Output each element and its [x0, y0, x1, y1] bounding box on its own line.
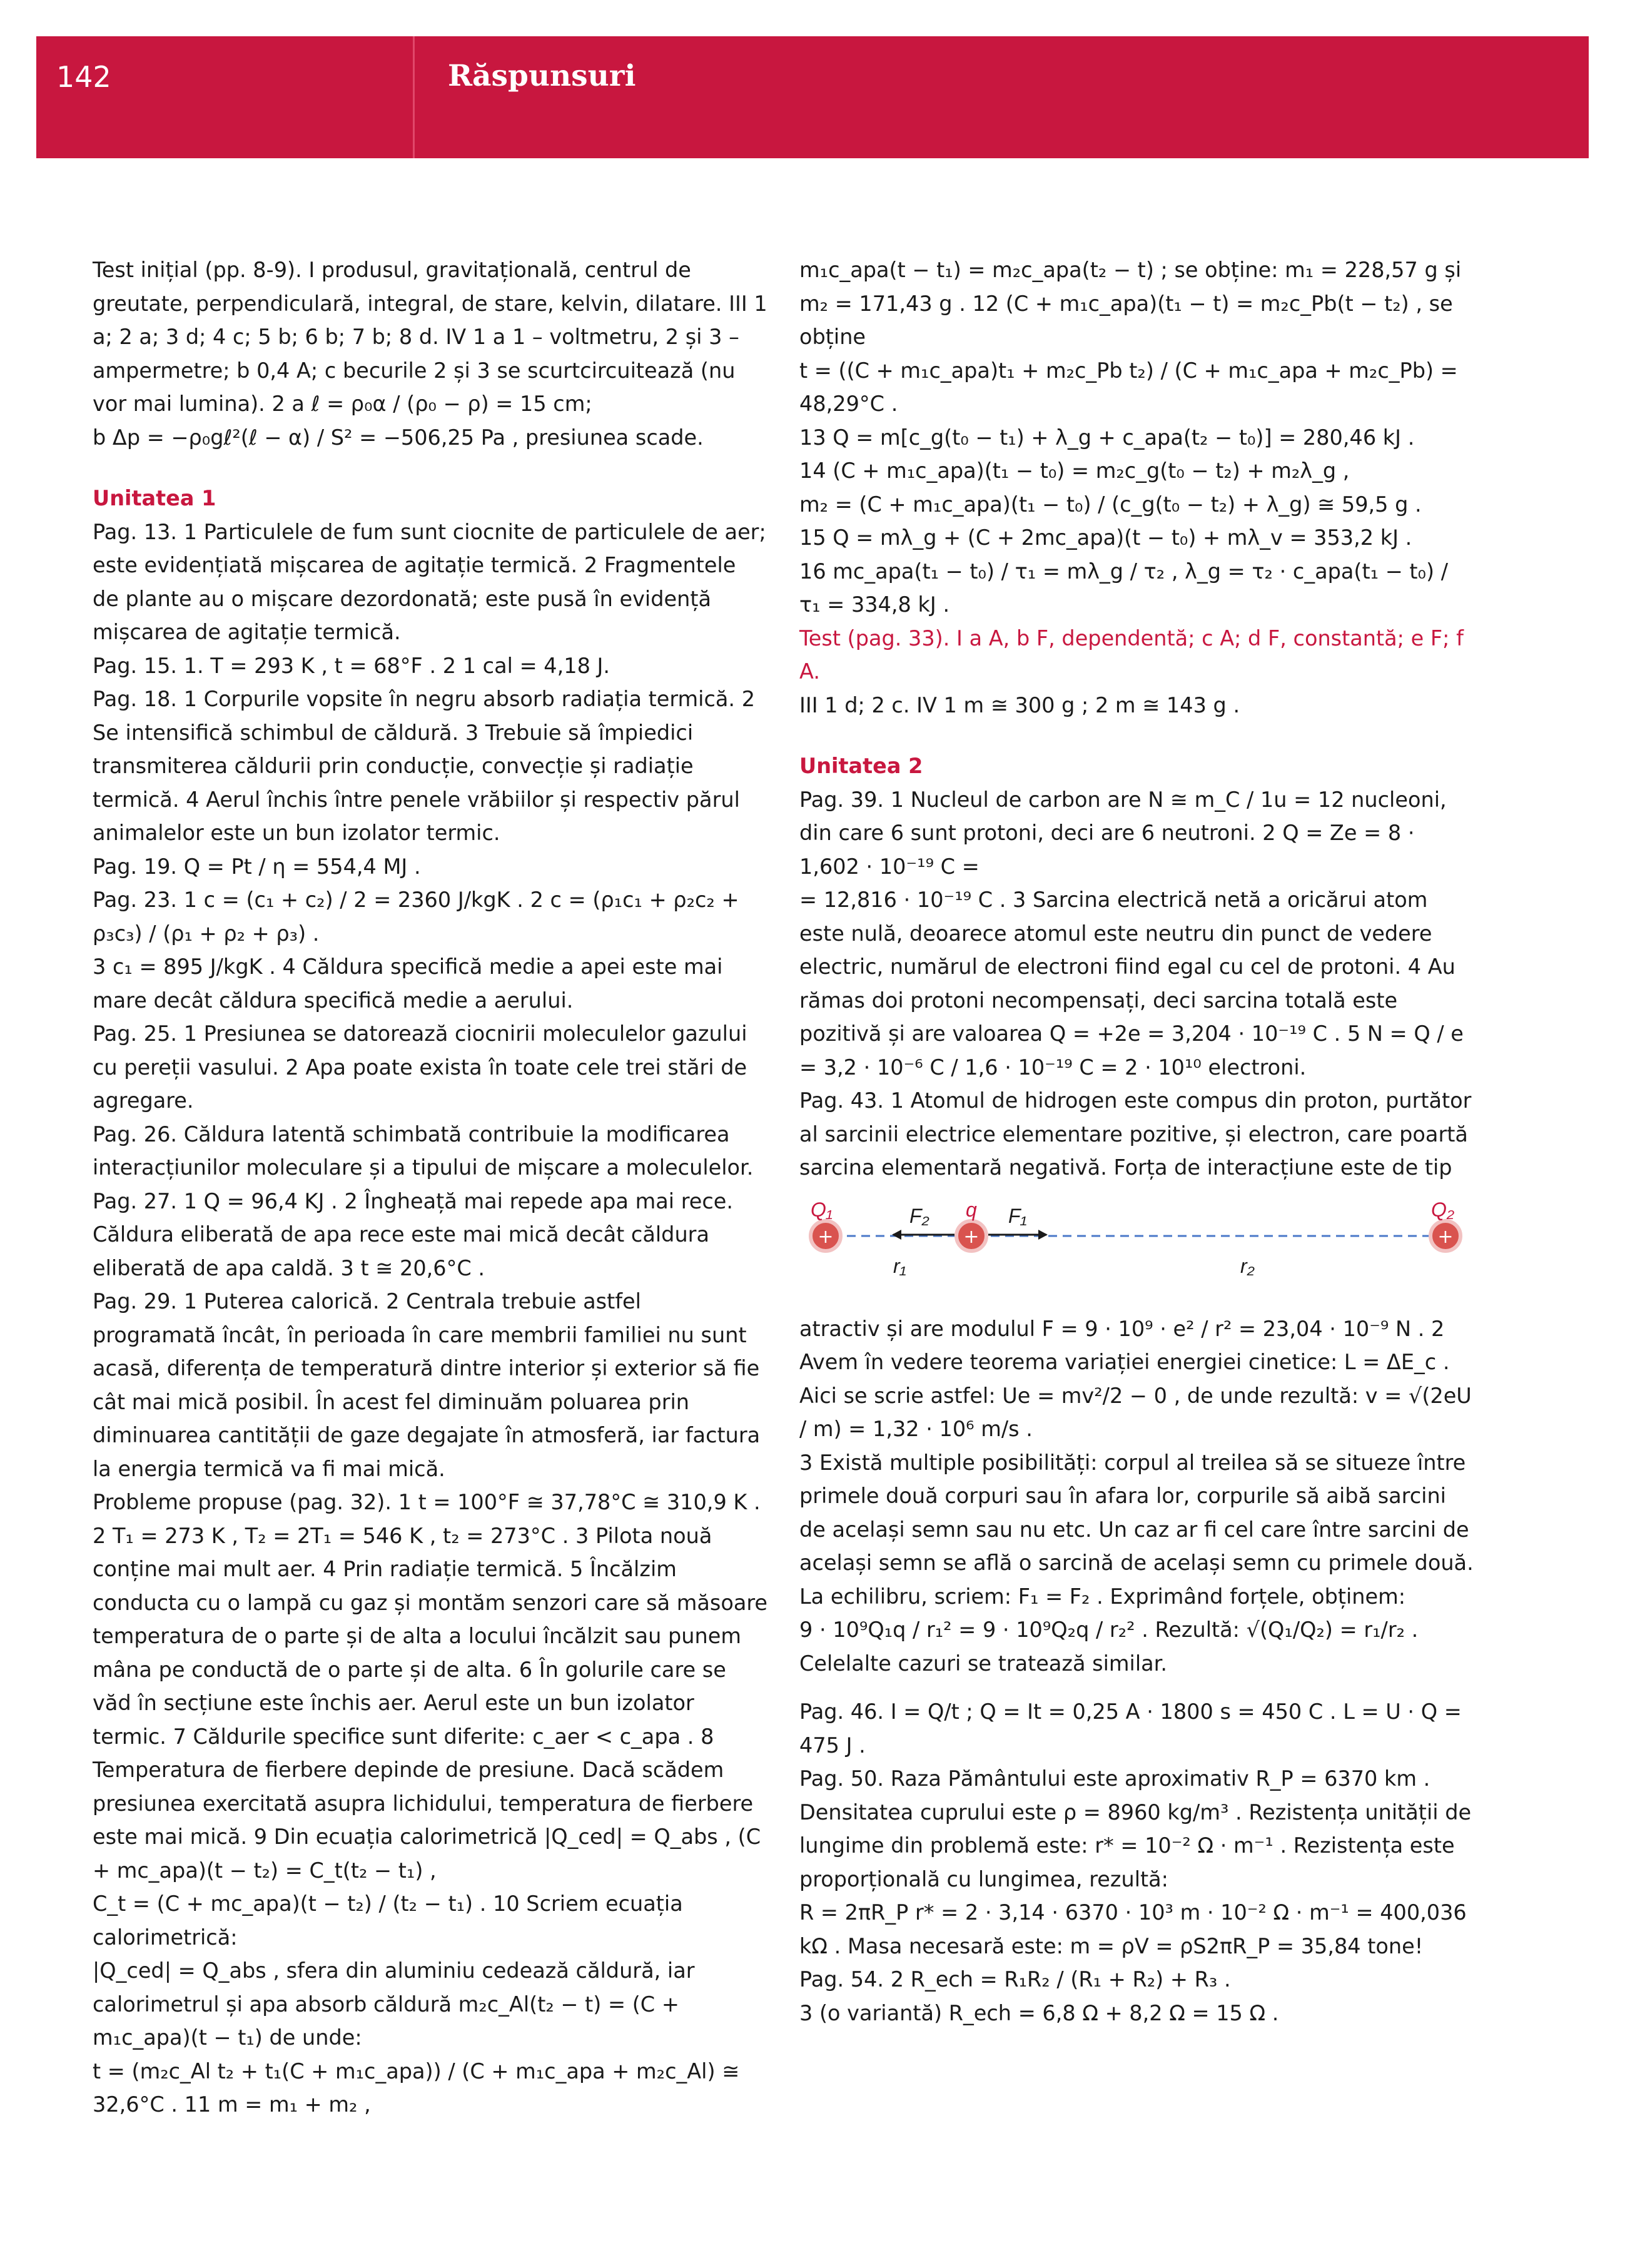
page-43-answers-d: 9 · 10⁹Q₁q / r₁² = 9 · 10⁹Q₂q / r₂² . Rezultă: √(Q₁/Q₂) = r₁/r₂ . Celelalte cazuri se tratează similar. [799, 1617, 1419, 1676]
svg-text:+: + [1437, 1225, 1454, 1248]
problem-15-answer: 15 Q = mλ_g + (C + 2mc_apa)(t − t₀) + mλ_v = 353,2 kJ . [799, 525, 1412, 550]
label-r1: r₁ [893, 1254, 906, 1277]
proposed-problems-answers: Probleme propuse (pag. 32). 1 t = 100°F ≅ 37,78°C ≅ 310,9 K . 2 T₁ = 273 K , T₂ = 2T₁ = 546 K , t₂ = 273°C . 3 Pilota nouă conține mai mult aer. 4 Prin radiație termică. 5 Încălzim conducta cu o lampă cu gaz și montăm senzori care să măsoare temperatura de o parte și de alta a locului încălzit sau punem mâna pe conductă de o parte și de alta. 6 În golurile care se văd în secțiune este închis aer. Aerul este un bun izolator termic. 7 Căldurile specifice sunt diferite: c_aer < c_apa . 8 Temperatura de fierbere depinde de presiune. Dacă scădem presiunea exercitată asupra lichidului, temperatura de fierbere este mai mică. 9 Din ecuația calorimetrică |Q_ced| = Q_abs , (C + mc_apa)(t − t₂) = C_t(t₂ − t₁) , [93, 1490, 768, 1883]
page-39-answers: Pag. 39. 1 Nucleul de carbon are N ≅ m_C / 1u = 12 nucleoni, din care 6 sunt protoni, deci are 6 neutroni. 2 Q = Ze = 8 · 1,602 · 10⁻¹⁹ C = [799, 787, 1447, 879]
page-13-answers: Pag. 13. 1 Particulele de fum sunt ciocnite de particulele de aer; este evidențiată mișcarea de agitație termică. 2 Fragmentele de plante au o mișcare dezordonată; este pusă în evidență mișcarea de agitație termică. [93, 519, 766, 644]
page-title: Răspunsuri [448, 59, 636, 93]
unit-2-heading: Unitatea 2 [799, 754, 923, 778]
svg-text:+: + [818, 1225, 834, 1248]
test-page-33-b: III 1 d; 2 c. IV 1 m ≅ 300 g ; 2 m ≅ 143 g . [799, 692, 1240, 717]
page-39-answers-b: = 12,816 · 10⁻¹⁹ C . 3 Sarcina electrică netă a oricărui atom este nulă, deoarece atomul este neutru din punct de vedere electric, numărul de electroni fiind egal cu cel de protoni. 4 Au rămas doi protoni necompensați, deci sarcina totală este pozitivă și are valoarea Q = +2e = 3,204 · 10⁻¹⁹ C . 5 N = Q / e = 3,2 · 10⁻⁶ C / 1,6 · 10⁻¹⁹ C = 2 · 10¹⁰ electroni. [799, 888, 1464, 1080]
proposed-problems-10-result: t = (m₂c_Al t₂ + t₁(C + m₁c_apa)) / (C + m₁c_apa + m₂c_Al) ≅ 32,6°C . 11 m = m₁ + m₂ , [93, 2058, 740, 2117]
svg-text:+: + [963, 1225, 980, 1248]
page-50-answers-b: R = 2πR_P r* = 2 · 3,14 · 6370 · 10³ m · 10⁻² Ω · m⁻¹ = 400,036 kΩ . Masa necesară este: m = ρV = ρS2πR_P = 35,84 tone! [799, 1900, 1467, 1958]
page-23-answers-b: 3 c₁ = 895 J/kgK . 4 Căldura specifică medie a apei este mai mare decât căldura specifică medie a aerului. [93, 954, 723, 1013]
page-27-answers: Pag. 27. 1 Q = 96,4 KJ . 2 Îngheață mai repede apa mai rece. Căldura eliberată de apa rece este mai mică decât căldura eliberată de apa caldă. 3 t ≅ 20,6°C . [93, 1188, 734, 1280]
page-19-answers: Pag. 19. Q = Pt / η = 554,4 MJ . [93, 854, 421, 879]
test-page-33: Test (pag. 33). I a A, b F, dependentă; c A; d F, constantă; e F; f A. [799, 625, 1464, 684]
charges-figure [799, 1193, 1500, 1293]
label-q1: Q₁ [811, 1198, 833, 1221]
right-column [799, 253, 1475, 2030]
problem-13-answer: 13 Q = m[c_g(t₀ − t₁) + λ_g + c_apa(t₂ − t₀)] = 280,46 kJ . [799, 425, 1415, 450]
left-column [93, 253, 768, 2122]
page-15-answers: Pag. 15. 1. T = 293 K , t = 68°F . 2 1 cal = 4,18 J. [93, 653, 610, 678]
page-46-answers: Pag. 46. I = Q/t ; Q = It = 0,25 A · 1800 s = 450 C . L = U · Q = 475 J . [799, 1699, 1462, 1758]
proposed-problems-10: |Q_ced| = Q_abs , sfera din aluminiu cedează căldură, iar calorimetrul și apa absorb căldură m₂c_Al(t₂ − t) = (C + m₁c_apa)(t − t₁) de unde: [93, 1958, 695, 2050]
unit-1-heading: Unitatea 1 [93, 486, 216, 510]
header-divider [413, 36, 415, 158]
page-25-answers: Pag. 25. 1 Presiunea se datorează ciocnirii moleculelor gazului cu pereții vasului. 2 Apa poate exista în toate cele trei stări de agregare. [93, 1021, 747, 1113]
label-q: q [966, 1198, 977, 1221]
proposed-problems-ct: C_t = (C + mc_apa)(t − t₂) / (t₂ − t₁) . 10 Scriem ecuația calorimetrică: [93, 1891, 683, 1950]
page-29-answers: Pag. 29. 1 Puterea calorică. 2 Centrala trebuie astfel programată încât, în perioada în care membrii familiei nu sunt acasă, diferența de temperatură dintre interior și exterior să fie cât mai mică posibil. În acest fel diminuăm poluarea prin diminuarea cantității de gaze degajate în atmosferă, iar factura la energia termică va fi mai mică. [93, 1289, 761, 1481]
page-23-answers: Pag. 23. 1 c = (c₁ + c₂) / 2 = 2360 J/kgK . 2 c = (ρ₁c₁ + ρ₂c₂ + ρ₃c₃) / (ρ₁ + ρ₂ + ρ₃) . [93, 888, 739, 946]
page-54-answers-b: 3 (o variantă) R_ech = 6,8 Ω + 8,2 Ω = 15 Ω . [799, 2000, 1279, 2025]
page-26-answers: Pag. 26. Căldura latentă schimbată contribuie la modificarea interacțiunilor moleculare și a tipului de mișcare a moleculelor. [93, 1121, 754, 1180]
page-18-answers: Pag. 18. 1 Corpurile vopsite în negru absorb radiația termică. 2 Se intensifică schimbul de căldură. 3 Trebuie să împiedici transmiterea căldurii prin conducție, convecție și radiație termică. 4 Aerul închis între penele vrăbiilor și respectiv părul animalelor este un bun izolator termic. [93, 687, 756, 845]
label-f1: F₁ [1008, 1204, 1027, 1227]
initial-test-answers-b: b Δp = −ρ₀gℓ²(ℓ − α) / S² = −506,25 Pa , presiunea scade. [93, 425, 704, 450]
page-54-answers: Pag. 54. 2 R_ech = R₁R₂ / (R₁ + R₂) + R₃ . [799, 1967, 1231, 1992]
page-header [36, 36, 1589, 158]
problem-14-equation: 14 (C + m₁c_apa)(t₁ − t₀) = m₂c_g(t₀ − t₂) + m₂λ_g , [799, 458, 1350, 483]
page-number: 142 [56, 60, 111, 94]
problem-11-equation: m₁c_apa(t − t₁) = m₂c_apa(t₂ − t) ; se obține: m₁ = 228,57 g și m₂ = 171,43 g . 12 (C + m₁c_apa)(t₁ − t) = m₂c_Pb(t − t₂) , se obține [799, 258, 1462, 349]
label-r2: r₂ [1240, 1254, 1255, 1277]
page-43-answers: Pag. 43. 1 Atomul de hidrogen este compus din proton, purtător al sarcinii electrice elementare pozitive, și electron, care poartă sarcina elementară negativă. Forța de interacțiune este de tip [799, 1088, 1472, 1180]
page-50-answers: Pag. 50. Raza Pământului este aproximativ R_P = 6370 km . Densitatea cuprului este ρ = 8960 kg/m³ . Rezistența unității de lungime din problemă este: r* = 10⁻² Ω · m⁻¹ . Rezistența este proporțională cu lungimea, rezultă: [799, 1766, 1472, 1891]
page-43-answers-b: atractiv și are modulul F = 9 · 10⁹ · e² / r² = 23,04 · 10⁻⁹ N . 2 Avem în vedere teorema variației energiei cinetice: L = ΔE_c . Aici se scrie astfel: Ue = mv²/2 − 0 , de unde rezultă: v = √(2eU / m) = 1,32 · 10⁶ m/s . [799, 1316, 1472, 1441]
initial-test-answers: Test inițial (pp. 8-9). I produsul, gravitațională, centrul de greutate, perpendiculară, integral, de stare, kelvin, dilatare. III 1 a; 2 a; 3 d; 4 c; 5 b; 6 b; 7 b; 8 d. IV 1 a 1 – voltmetru, 2 și 3 – ampermetre; b 0,4 A; c becurile 2 și 3 se scurtcircuitează (nu vor mai lumina). 2 a ℓ = ρ₀α / (ρ₀ − ρ) = 15 cm; [93, 258, 767, 416]
problem-16-answer: 16 mc_apa(t₁ − t₀) / τ₁ = mλ_g / τ₂ , λ_g = τ₂ · c_apa(t₁ − t₀) / τ₁ = 334,8 kJ . [799, 559, 1448, 617]
problem-12-result: t = ((C + m₁c_apa)t₁ + m₂c_Pb t₂) / (C + m₁c_apa + m₂c_Pb) = 48,29°C . [799, 358, 1458, 416]
problem-14-result: m₂ = (C + m₁c_apa)(t₁ − t₀) / (c_g(t₀ − t₂) + λ_g) ≅ 59,5 g . [799, 492, 1422, 517]
label-f2: F₂ [909, 1204, 929, 1227]
page-43-answers-c: 3 Există multiple posibilități: corpul al treilea să se situeze între primele două corpuri sau în afara lor, corpurile să aibă sarcini de același semn sau nu etc. Un caz ar fi cel care între sarcini de același semn se află o sarcină de același semn cu primele două. La echilibru, scriem: F₁ = F₂ . Exprimând forțele, obținem: [799, 1450, 1474, 1609]
label-q2: Q₂ [1431, 1198, 1455, 1221]
